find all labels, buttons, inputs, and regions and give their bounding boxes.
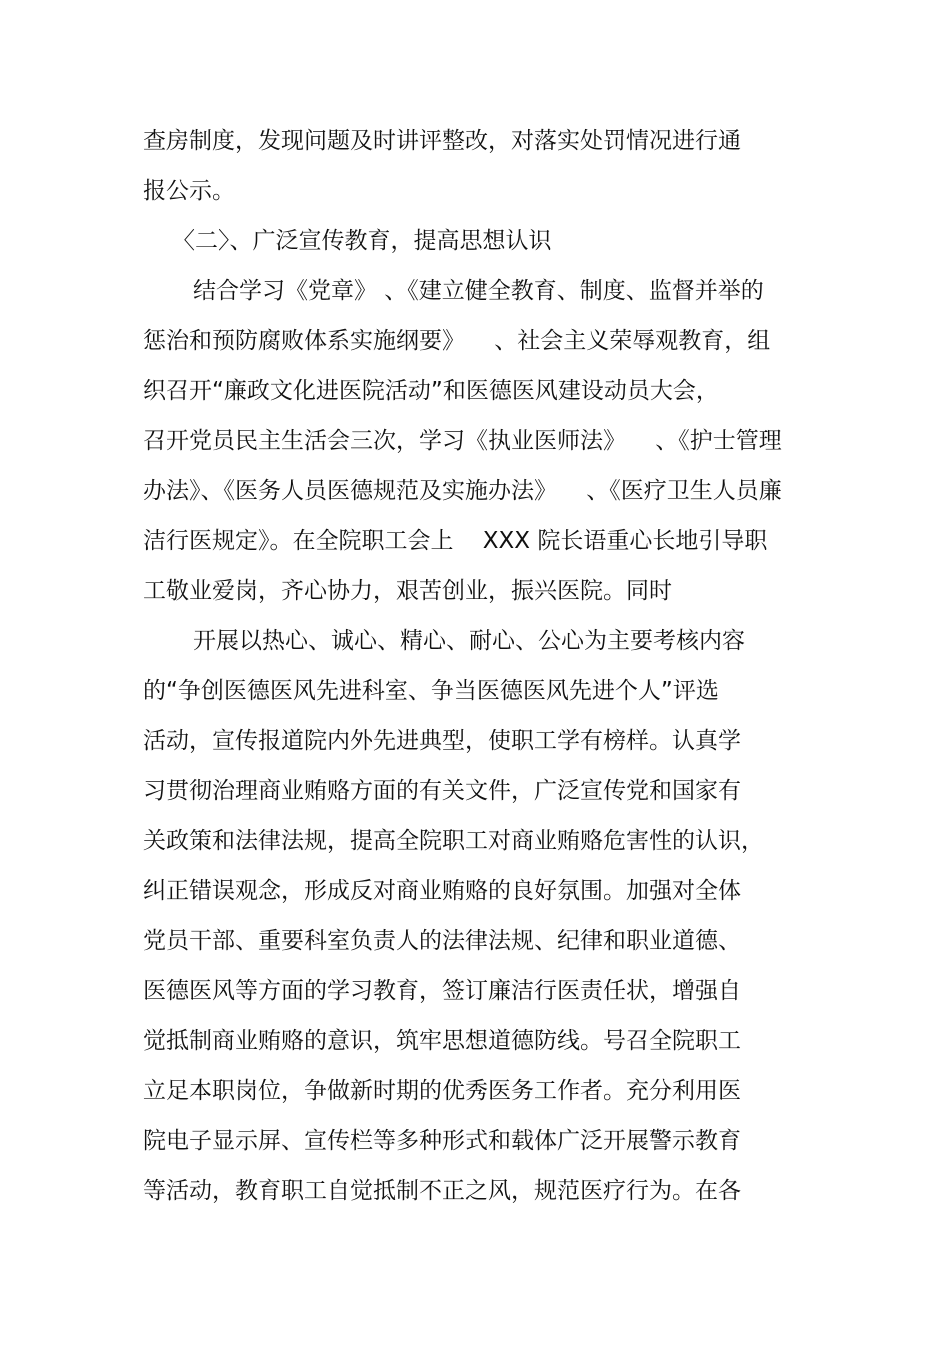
text-line-6: 织召开“廉政文化进医院活动”和医德医风建设动员大会， — [143, 378, 719, 404]
text-line-13: 活动，宣传报道院内外先进典型，使职工学有榜样。认真学 — [143, 728, 741, 754]
text-line-9: 洁行医规定》。在全院职工会上 XXX 院长语重心长地引导职 — [143, 528, 768, 554]
text-line-14: 习贯彻治理商业贿赂方面的有关文件，广泛宣传党和国家有 — [143, 778, 741, 804]
text-line-8: 办法》、《医务人员医德规范及实施办法》 、《医疗卫生人员廉 — [143, 478, 782, 504]
text-line-10: 工敬业爱岗，齐心协力，艰苦创业，振兴医院。同时 — [143, 578, 672, 604]
text-line-16: 纠正错误观念，形成反对商业贿赂的良好氛围。加强对全体 — [143, 878, 741, 904]
text-line-7: 召开党员民主生活会三次，学习《执业医师法》 、《护士管理 — [143, 428, 782, 454]
text-line-19: 觉抵制商业贿赂的意识，筑牢思想道德防线。号召全院职工 — [143, 1028, 741, 1054]
text-line-1: 查房制度，发现问题及时讲评整改，对落实处罚情况进行通 — [143, 128, 741, 154]
text-line-5: 惩治和预防腐败体系实施纲要》 、社会主义荣辱观教育，组 — [143, 328, 771, 354]
text-line-2: 报公示。 — [143, 178, 235, 204]
text-line-15: 关政策和法律法规，提高全院职工对商业贿赂危害性的认识， — [143, 828, 764, 854]
text-line-11: 开展以热心、诚心、精心、耐心、公心为主要考核内容 — [193, 628, 745, 654]
text-line-17: 党员干部、重要科室负责人的法律法规、纪律和职业道德、 — [143, 928, 741, 954]
text-line-12: 的“争创医德医风先进科室、争当医德医风先进个人”评选 — [143, 678, 719, 704]
section-heading: 〈二〉、广泛宣传教育，提高思想认识 — [172, 228, 552, 254]
text-line-4: 结合学习《党章》 、《建立健全教育、制度、监督并举的 — [193, 278, 764, 304]
text-line-22: 等活动，教育职工自觉抵制不正之风，规范医疗行为。在各 — [143, 1178, 741, 1204]
text-line-18: 医德医风等方面的学习教育，签订廉洁行医责任状，增强自 — [143, 978, 741, 1004]
text-line-21: 院电子显示屏、宣传栏等多种形式和载体广泛开展警示教育 — [143, 1128, 741, 1154]
text-line-20: 立足本职岗位，争做新时期的优秀医务工作者。充分利用医 — [143, 1078, 741, 1104]
